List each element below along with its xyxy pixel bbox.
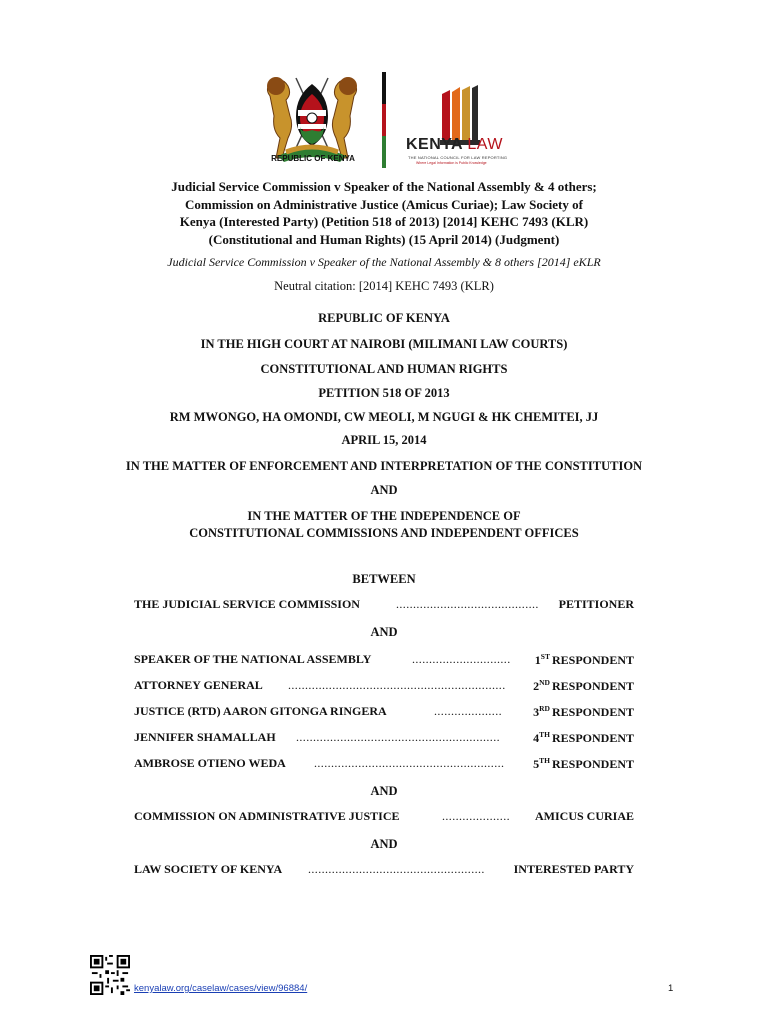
party-role: INTERESTED PARTY [513,862,634,876]
party-role-group [535,652,634,668]
heading-matter-1: IN THE MATTER OF ENFORCEMENT AND INTERPRETATION OF THE CONSTITUTION [125,459,643,473]
party-role: PETITIONER [558,597,634,611]
party-role: RESPONDENT [551,705,634,719]
party-role: AMICUS CURIAE [534,809,634,823]
party-name: COMMISSION ON ADMINISTRATIVE JUSTICE [134,809,400,823]
party-name: ATTORNEY GENERAL [134,678,263,692]
party-role: RESPONDENT [551,653,634,667]
party-respondent [134,652,634,668]
qr-code-icon [90,955,130,995]
party-amicus [134,809,634,825]
party-respondent [134,704,634,720]
heading-court: IN THE HIGH COURT AT NAIROBI (MILIMANI LAW COURTS) [200,337,568,351]
party-role-group [533,756,634,772]
party-role: RESPONDENT [551,757,634,771]
party-name: LAW SOCIETY OF KENYA [134,862,283,876]
party-name: JENNIFER SHAMALLAH [134,730,276,744]
heading-judges: RM MWONGO, HA OMONDI, CW MEOLI, M NGUGI & HK CHEMITEI, JJ [169,410,599,424]
party-ordinal: 1 [534,653,541,667]
party-respondent [134,730,634,746]
heading-date: APRIL 15, 2014 [341,433,427,447]
party-name: AMBROSE OTIENO WEDA [134,756,286,770]
header-logos [0,64,768,174]
party-role-group [533,704,634,720]
party-ordinal-suffix: TH [539,730,550,739]
party-role: RESPONDENT [551,731,634,745]
case-title-line: Kenya (Interested Party) (Petition 518 of 2013) [2014] KEHC 7493 (KLR) [179,214,589,229]
kenya-law-brand-accent: LAW [467,136,503,153]
coat-of-arms-caption: REPUBLIC OF KENYA [271,154,355,163]
heading-republic: REPUBLIC OF KENYA [318,311,450,325]
party-ordinal: 3 [533,705,540,719]
case-title-line: Commission on Administrative Justice (Amicus Curiae); Law Society of [185,196,583,212]
party-ordinal: 2 [533,679,540,693]
heading-matter-2-line-1: IN THE MATTER OF THE INDEPENDENCE OF [247,509,521,523]
party-role-group [533,678,634,694]
flag-divider [382,72,386,168]
party-role-group [533,730,634,746]
heading-between: BETWEEN [352,572,416,586]
party-ordinal-suffix: RD [539,704,550,713]
party-ordinal: 4 [533,731,540,745]
alt-citation: Judicial Service Commission v Speaker of the National Assembly & 8 others [2014] eKLR [167,255,601,269]
party-leader-dots: .................... [442,809,510,823]
party-name: JUSTICE (RTD) AARON GITONGA RINGERA [134,704,387,718]
party-interested [134,862,634,878]
party-leader-dots: .......................................... [396,597,539,611]
party-ordinal-suffix: ND [539,678,550,687]
party-leader-dots: ............................................................ [296,730,500,744]
party-leader-dots: ................................................................ [288,678,506,692]
kenya-law-tagline: Where Legal Information is Public Knowledge [416,161,487,165]
parties-and: AND [370,837,398,851]
party-leader-dots: ............................. [412,652,511,666]
kenya-law-brand: KENYA [406,136,463,153]
party-respondent [134,678,634,694]
party-role: RESPONDENT [551,679,634,693]
neutral-citation: Neutral citation: [2014] KEHC 7493 (KLR) [274,279,494,293]
parties-and: AND [370,784,398,798]
heading-matter-2-line-2: CONSTITUTIONAL COMMISSIONS AND INDEPENDENT OFFICES [189,526,579,540]
case-title [84,178,684,248]
party-leader-dots: .................... [434,704,502,718]
page-number: 1 [668,983,674,994]
case-title-line: Judicial Service Commission v Speaker of the National Assembly & 4 others; [171,179,597,194]
kenya-law-subtitle: THE NATIONAL COUNCIL FOR LAW REPORTING [408,155,508,160]
party-ordinal: 5 [533,757,540,771]
party-petitioner [134,597,634,613]
party-leader-dots: ........................................................ [314,756,505,770]
party-respondent [134,756,634,772]
party-leader-dots: .................................................... [308,862,485,876]
heading-division: CONSTITUTIONAL AND HUMAN RIGHTS [260,362,508,376]
case-title-line: (Constitutional and Human Rights) (15 April 2014) (Judgment) [208,231,560,247]
party-name: THE JUDICIAL SERVICE COMMISSION [134,597,360,611]
parties-and: AND [370,625,398,639]
party-ordinal-suffix: TH [539,756,550,765]
party-ordinal-suffix: ST [540,652,550,661]
party-name: SPEAKER OF THE NATIONAL ASSEMBLY [134,652,372,666]
heading-and: AND [370,483,398,497]
heading-petition: PETITION 518 OF 2013 [318,386,450,400]
kenya-law-title [406,136,503,154]
case-url-link[interactable]: kenyalaw.org/caselaw/cases/view/96884/ [134,983,308,994]
